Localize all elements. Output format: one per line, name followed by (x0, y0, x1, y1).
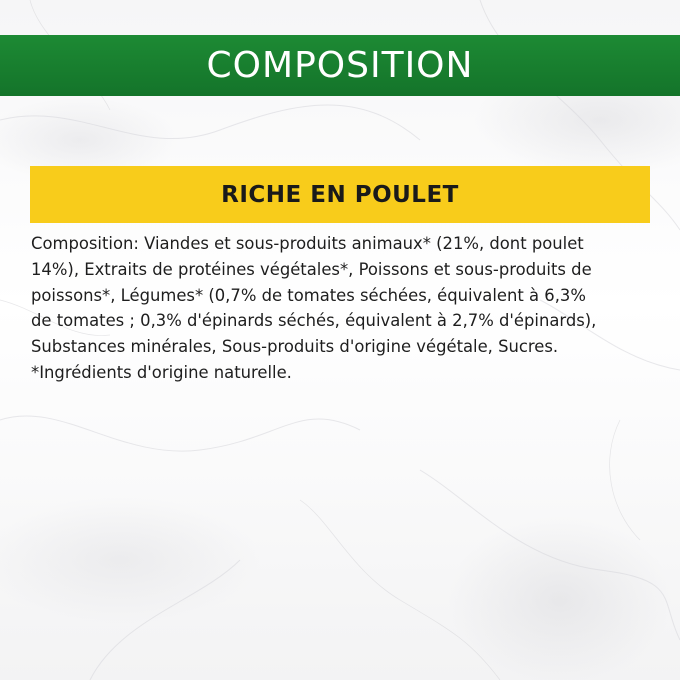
composition-text: Composition: Viandes et sous-produits animaux* (21%, dont poulet 14%), Extraits de protéines végétales*, Poissons et sous-produits de poissons*, Légumes* (0,7% de tomates séchées, équivalent à 6,3% de tomates ; 0,3% d'épinards séchés, équivalent à 2,7% d'épinards), Substances minérales, Sous-produits d'origine végétale, Sucres. *Ingrédients d'origine naturelle. (31, 234, 597, 382)
subtitle-banner (30, 166, 650, 223)
header-title: COMPOSITION (206, 45, 474, 86)
subtitle-text: RICHE EN POULET (221, 181, 459, 208)
header-banner (0, 35, 680, 96)
